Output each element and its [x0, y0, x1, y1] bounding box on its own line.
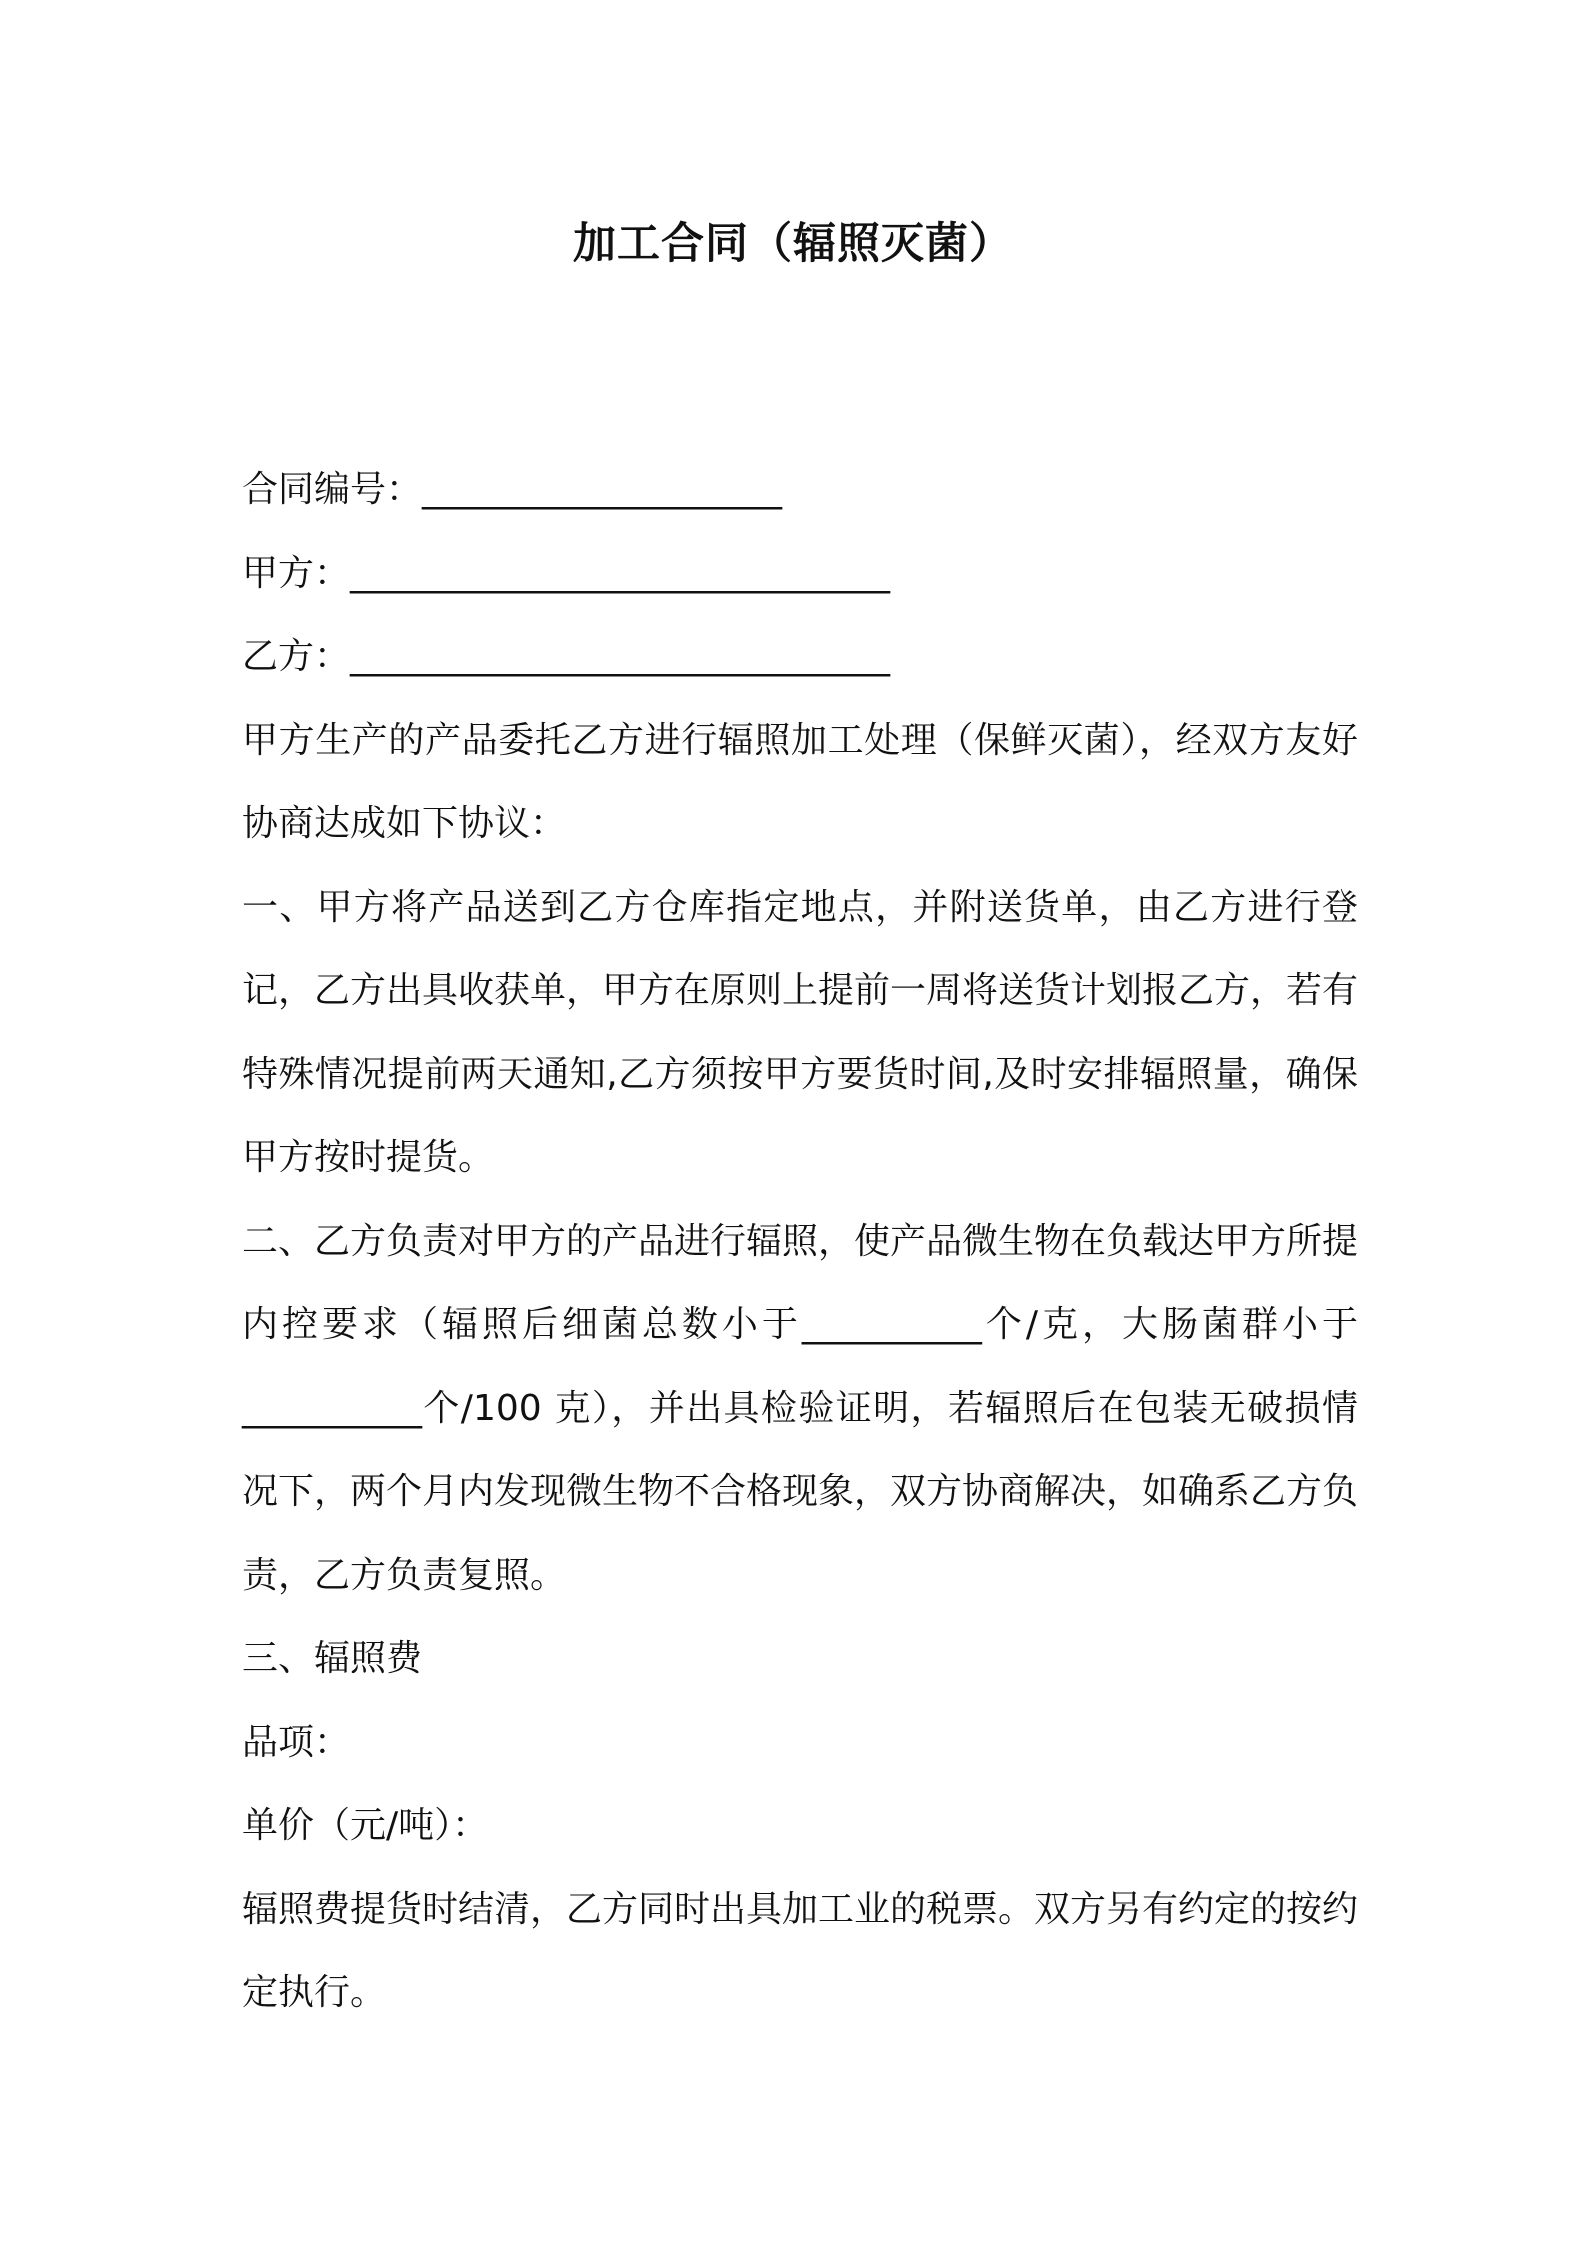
contract-number-blank: ____________________	[422, 469, 783, 510]
clause-2-paragraph: 二、乙方负责对甲方的产品进行辐照，使产品微生物在负载达甲方所提内控要求（辐照后细菌总数小于__________个/克，大肠菌群小于__________个/100 克），并出具检验证明，若辐照后在包装无破损情况下，两个月内发现微生物不合格现象，双方协商解决，如确系乙方负责，乙方负责复照。	[242, 1220, 1359, 1596]
payment-paragraph: 辐照费提货时结清，乙方同时出具加工业的税票。双方另有约定的按约定执行。	[242, 1888, 1359, 2013]
party-a-field	[242, 532, 1358, 616]
party-b-label: 乙方：	[242, 636, 351, 677]
contract-number-label: 合同编号：	[242, 469, 423, 510]
intro-paragraph: 甲方生产的产品委托乙方进行辐照加工处理（保鲜灭菌），经双方友好协商达成如下协议：	[242, 719, 1358, 844]
item-label: 品项：	[242, 1721, 351, 1763]
clause-3-heading: 三、辐照费	[242, 1638, 423, 1679]
contract-number-field	[242, 448, 1358, 532]
party-a-blank: ______________________________	[350, 552, 891, 594]
clause-1-paragraph: 一、甲方将产品送到乙方仓库指定地点，并附送货单，由乙方进行登记，乙方出具收获单，甲方在原则上提前一周将送货计划报乙方，若有特殊情况提前两天通知,乙方须按甲方要货时间,及时安排辐照量，确保甲方按时提货。	[242, 886, 1359, 1178]
party-a-label: 甲方：	[242, 552, 351, 594]
party-b-field	[242, 615, 1358, 699]
document-title: 加工合同（辐照灭菌）	[573, 219, 1013, 269]
unit-price-label: 单价（元/吨）：	[242, 1805, 489, 1846]
document-body	[242, 448, 1358, 2035]
party-b-blank: ______________________________	[350, 636, 891, 677]
